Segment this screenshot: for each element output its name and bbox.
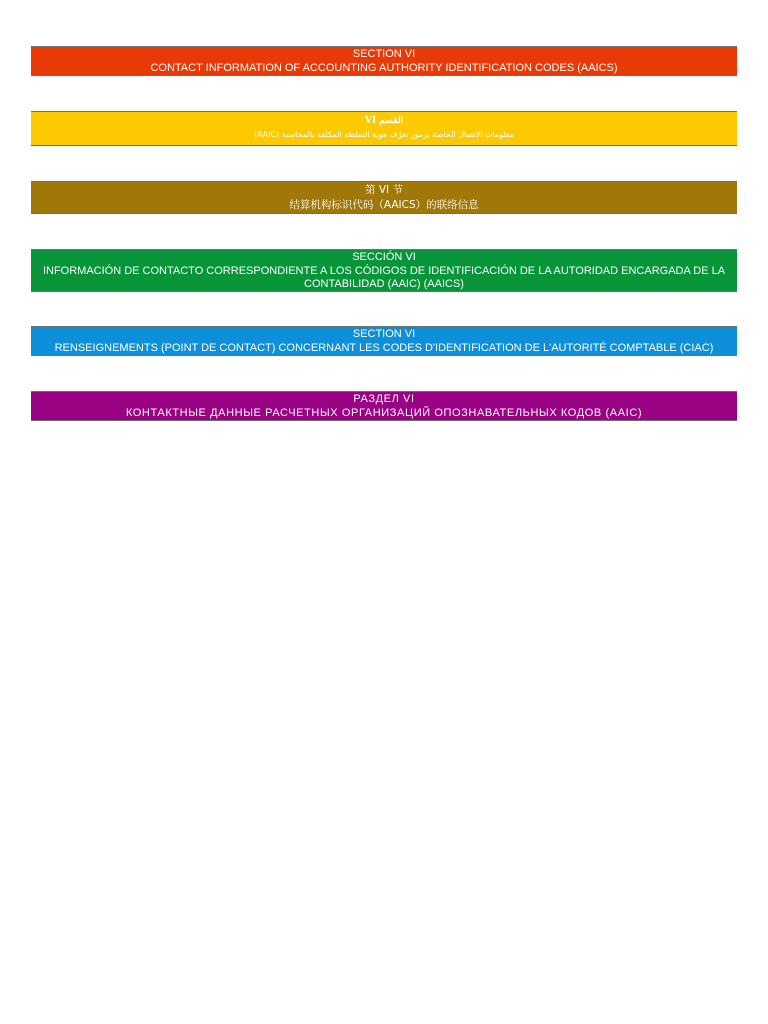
section-number-arabic: القسم VI [364,116,404,126]
section-banner-chinese [31,181,737,214]
section-number-french: SECTION VI [352,328,416,340]
section-number-spanish: SECCIÓN VI [352,251,416,263]
section-number-english: SECTION VI [352,48,416,60]
section-title-spanish: INFORMACIÓN DE CONTACTO CORRESPONDIENTE A LOS CÓDIGOS DE IDENTIFICACIÓN DE LA AUTORIDAD ENCARGADA DE LA CONTABILIDAD (AAIC) (AAICS) [42,264,726,290]
section-number-chinese: 第 VI 节 [365,184,403,196]
section-title-russian: КОНТАКТНЫЕ ДАННЫЕ РАСЧЕТНЫХ ОРГАНИЗАЦИЙ ОПОЗНАВАТЕЛЬНЫХ КОДОВ (AAIC) [125,406,643,419]
section-banner-russian [31,391,737,421]
section-title-chinese: 结算机构标识代码（AAICS）的联络信息 [289,199,479,211]
section-banner-arabic [31,111,737,146]
section-banner-spanish [31,249,737,292]
section-banner-english [31,46,737,76]
section-number-russian: РАЗДЕЛ VI [353,393,415,405]
section-title-french: RENSEIGNEMENTS (POINT DE CONTACT) CONCERNANT LES CODES D'IDENTIFICATION DE L'AUTORITÉ COMPTABLE (CIAC) [54,341,714,354]
section-title-arabic: معلومات الاتصال الخاصة برموز تعرّف هوية السلطة المكلفة بالمحاسبة (AAIC) [253,130,515,139]
section-title-english: CONTACT INFORMATION OF ACCOUNTING AUTHORITY IDENTIFICATION CODES (AAICS) [150,61,618,74]
section-banner-french [31,326,737,356]
